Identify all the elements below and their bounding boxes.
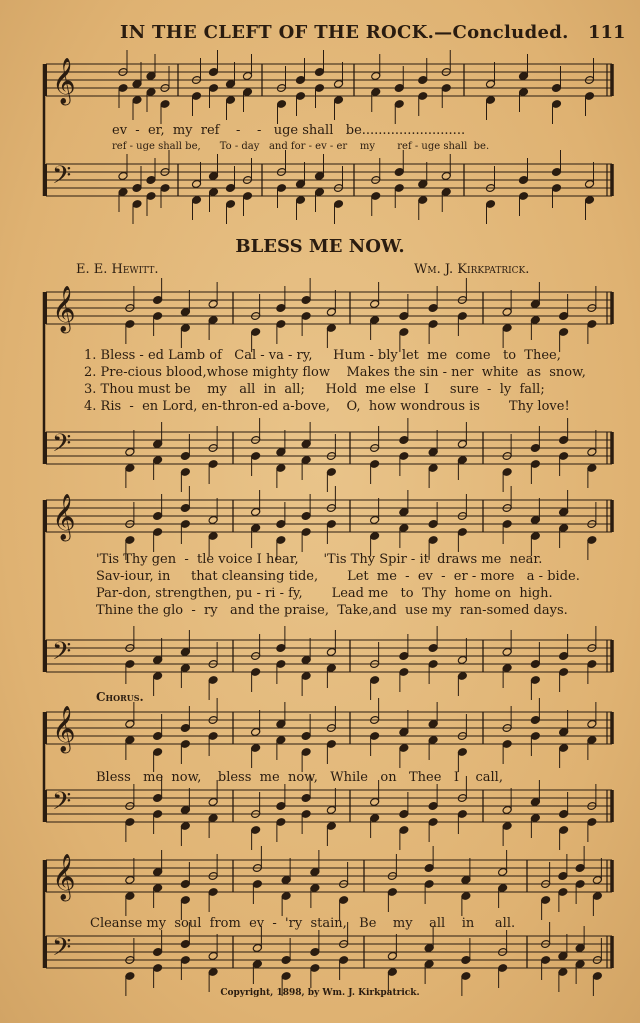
song-title: BLESS ME NOW. xyxy=(235,236,405,257)
clef-bass: 𝄢 xyxy=(52,637,72,672)
verse-line-1b: 'Tis Thy gen - tle voice I hear, 'Tis Thy Spir - it draws me near. xyxy=(96,552,543,567)
composer-credit: Wm. J. Kirkpatrick. xyxy=(414,262,530,277)
clef-treble: 𝄞 xyxy=(52,706,76,752)
verse-line-4a: 4. Ris - en Lord, en-thron-ed a-bove, O, how wondrous is Thy love! xyxy=(84,399,570,414)
clef-treble: 𝄞 xyxy=(52,494,76,540)
chorus-label: Chorus. xyxy=(96,690,144,704)
clef-treble: 𝄞 xyxy=(52,58,76,104)
verse-line-1a: 1. Bless - ed Lamb of Cal - va - ry, Hum - bly let me come to Thee, xyxy=(84,348,561,363)
copyright-notice: Copyright, 1898, by Wm. J. Kirkpatrick. xyxy=(220,988,420,998)
verse-line-4b: Thine the glo - ry and the praise, Take,and use my ran-somed days. xyxy=(96,603,568,618)
author-credit: E. E. Hewitt. xyxy=(76,262,159,277)
page-number: 111 xyxy=(588,22,626,43)
clef-bass: 𝄢 xyxy=(52,787,72,822)
clef-bass: 𝄢 xyxy=(52,429,72,464)
verse-line-3a: 3. Thou must be my all in all; Hold me else I sure - ly fall; xyxy=(84,382,545,397)
verse-line-3b: Par-don, strengthen, pu - ri - fy, Lead me to Thy home on high. xyxy=(96,586,553,601)
clef-treble: 𝄞 xyxy=(52,854,76,900)
verse-line-2b: Sav-iour, in that cleansing tide, Let me - ev - er - more a - bide. xyxy=(96,569,580,584)
chorus-line-2: Cleanse my soul from ev - 'ry stain, Be my all in all. xyxy=(90,916,516,931)
clef-bass: 𝄢 xyxy=(52,161,72,196)
top-lyric-main: ev - er, my ref - - uge shall be......................... xyxy=(112,123,466,138)
verse-line-2a: 2. Pre-cious blood,whose mighty flow Makes the sin - ner white as snow, xyxy=(84,365,586,380)
clef-bass: 𝄢 xyxy=(52,933,72,968)
clef-treble: 𝄞 xyxy=(52,286,76,332)
top-lyric-small: ref - uge shall be, To - day and for - ev - er my ref - uge shall be. xyxy=(112,141,490,152)
chorus-line-1: Bless me now, bless me now, While on Thee I call, xyxy=(96,770,503,785)
header-title: IN THE CLEFT OF THE ROCK.—Concluded. xyxy=(120,22,569,43)
